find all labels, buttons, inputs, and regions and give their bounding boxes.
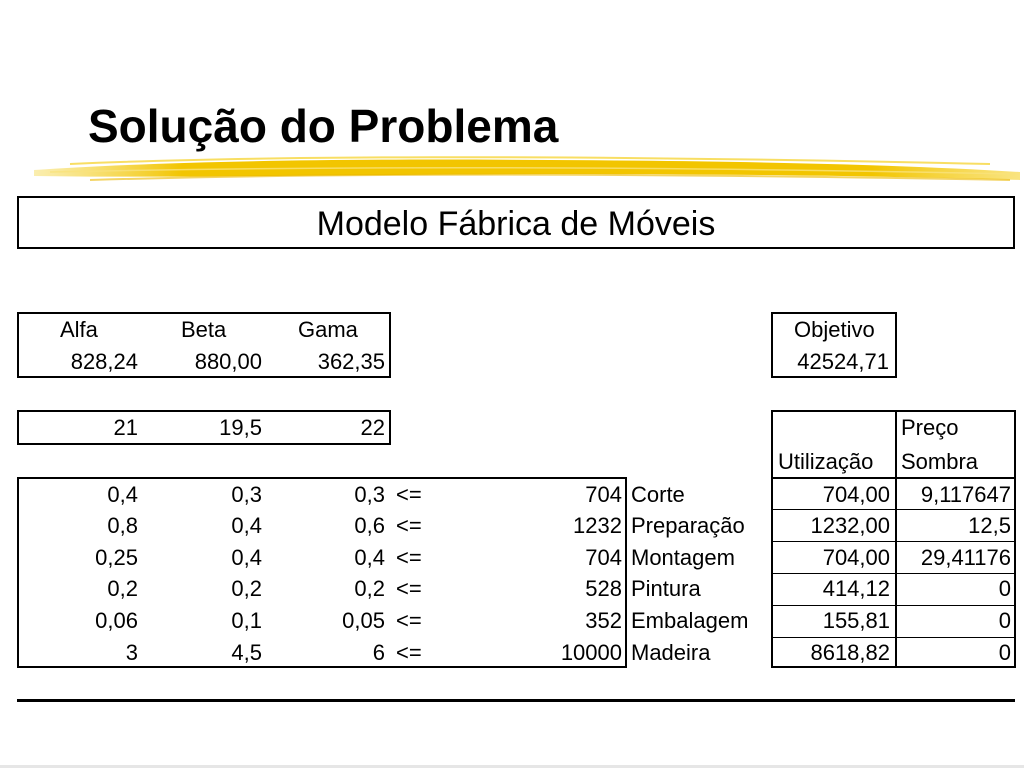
results-row-line	[771, 541, 1016, 542]
results-header-divider	[895, 410, 897, 477]
highlighter-stroke	[30, 150, 1024, 190]
constraint-alfa: 0,25	[95, 545, 138, 570]
constraint-gama: 0,05	[342, 608, 385, 633]
constraint-operator: <=	[396, 545, 422, 570]
objective-value: 42524,71	[797, 349, 889, 374]
constraint-operator: <=	[396, 513, 422, 538]
constraint-name: Preparação	[631, 513, 745, 538]
constraint-beta: 0,3	[231, 482, 262, 507]
value-beta: 880,00	[194, 349, 262, 374]
constraint-rhs: 1232	[573, 513, 622, 538]
constraint-rhs: 704	[585, 482, 622, 507]
constraint-gama: 0,6	[354, 513, 385, 538]
constraint-gama: 0,4	[354, 545, 385, 570]
constraint-name: Montagem	[631, 545, 735, 570]
constraint-name: Madeira	[631, 640, 711, 665]
constraint-shadow-price: 12,5	[968, 513, 1011, 538]
constraint-name: Embalagem	[631, 608, 749, 633]
constraint-utilization: 8618,82	[810, 640, 890, 665]
objective-header: Objetivo	[794, 317, 875, 342]
constraint-shadow-price: 0	[998, 576, 1011, 601]
footer-rule	[17, 699, 1015, 702]
constraint-rhs: 704	[585, 545, 622, 570]
constraint-alfa: 0,4	[107, 482, 138, 507]
constraint-beta: 0,2	[231, 576, 262, 601]
value-alfa: 828,24	[70, 349, 138, 374]
constraint-shadow-price: 29,41176	[920, 545, 1011, 570]
constraint-gama: 0,2	[354, 576, 385, 601]
constraint-beta: 0,4	[231, 545, 262, 570]
constraint-utilization: 1232,00	[810, 513, 890, 538]
constraint-operator: <=	[396, 576, 422, 601]
constraint-shadow-price: 0	[998, 640, 1011, 665]
constraint-operator: <=	[396, 482, 422, 507]
constraint-utilization: 704,00	[822, 545, 890, 570]
constraint-alfa: 0,8	[107, 513, 138, 538]
utilization-header: Utilização	[778, 449, 874, 474]
constraint-operator: <=	[396, 640, 422, 665]
coefficient-alfa: 21	[113, 415, 138, 440]
constraint-rhs: 352	[585, 608, 622, 633]
constraint-name: Corte	[631, 482, 685, 507]
constraint-utilization: 414,12	[822, 576, 890, 601]
constraint-beta: 0,4	[231, 513, 262, 538]
coefficient-gama: 22	[360, 415, 385, 440]
constraint-alfa: 0,2	[107, 576, 138, 601]
constraint-beta: 4,5	[231, 640, 262, 665]
constraint-rhs: 10000	[560, 640, 622, 665]
shadow-price-header-line1: Preço	[901, 415, 959, 440]
value-gama: 362,35	[317, 349, 385, 374]
constraint-name: Pintura	[631, 576, 701, 601]
constraint-utilization: 155,81	[822, 608, 890, 633]
constraint-gama: 6	[372, 640, 385, 665]
constraint-gama: 0,3	[354, 482, 385, 507]
header-gama: Gama	[298, 317, 358, 342]
constraint-alfa: 0,06	[95, 608, 138, 633]
constraint-alfa: 3	[125, 640, 138, 665]
model-title: Modelo Fábrica de Móveis	[316, 205, 716, 243]
constraint-beta: 0,1	[231, 608, 262, 633]
constraint-shadow-price: 9,117647	[920, 482, 1011, 507]
model-title-box	[17, 196, 1015, 249]
constraint-rhs: 528	[585, 576, 622, 601]
constraint-utilization: 704,00	[822, 482, 890, 507]
constraint-shadow-price: 0	[998, 608, 1011, 633]
header-beta: Beta	[181, 317, 227, 342]
constraint-operator: <=	[396, 608, 422, 633]
header-alfa: Alfa	[60, 317, 98, 342]
slide-title: Solução do Problema	[88, 100, 559, 152]
coefficient-beta: 19,5	[219, 415, 262, 440]
shadow-price-header-line2: Sombra	[901, 449, 979, 474]
